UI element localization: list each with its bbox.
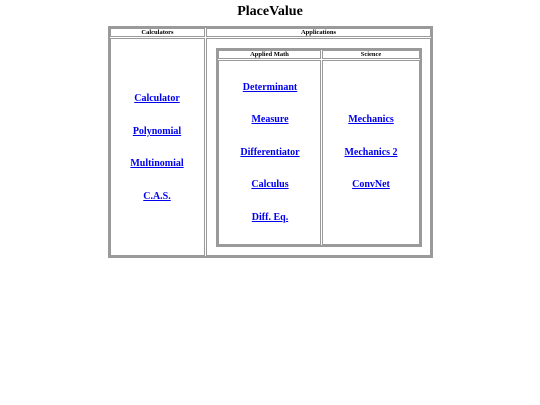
diff-eq-link[interactable]: Diff. Eq. xyxy=(251,212,289,223)
page-title: PlaceValue xyxy=(237,4,303,19)
science-header: Science xyxy=(322,50,420,59)
applications-header: Applications xyxy=(206,28,431,37)
calculator-link[interactable]: Calculator xyxy=(134,93,180,104)
calculators-cell xyxy=(110,38,205,256)
cas-link[interactable]: C.A.S. xyxy=(143,191,171,202)
mechanics-link[interactable]: Mechanics xyxy=(348,114,394,125)
calculus-link[interactable]: Calculus xyxy=(251,179,289,190)
convnet-link[interactable]: ConvNet xyxy=(352,179,390,190)
multinomial-link[interactable]: Multinomial xyxy=(130,158,184,169)
determinant-link[interactable]: Determinant xyxy=(242,82,298,93)
applied-math-header: Applied Math xyxy=(218,50,321,59)
calculators-header: Calculators xyxy=(110,28,205,37)
mechanics-2-link[interactable]: Mechanics 2 xyxy=(344,147,398,158)
polynomial-link[interactable]: Polynomial xyxy=(132,126,182,137)
measure-link[interactable]: Measure xyxy=(251,114,289,125)
differentiator-link[interactable]: Differentiator xyxy=(240,147,300,158)
